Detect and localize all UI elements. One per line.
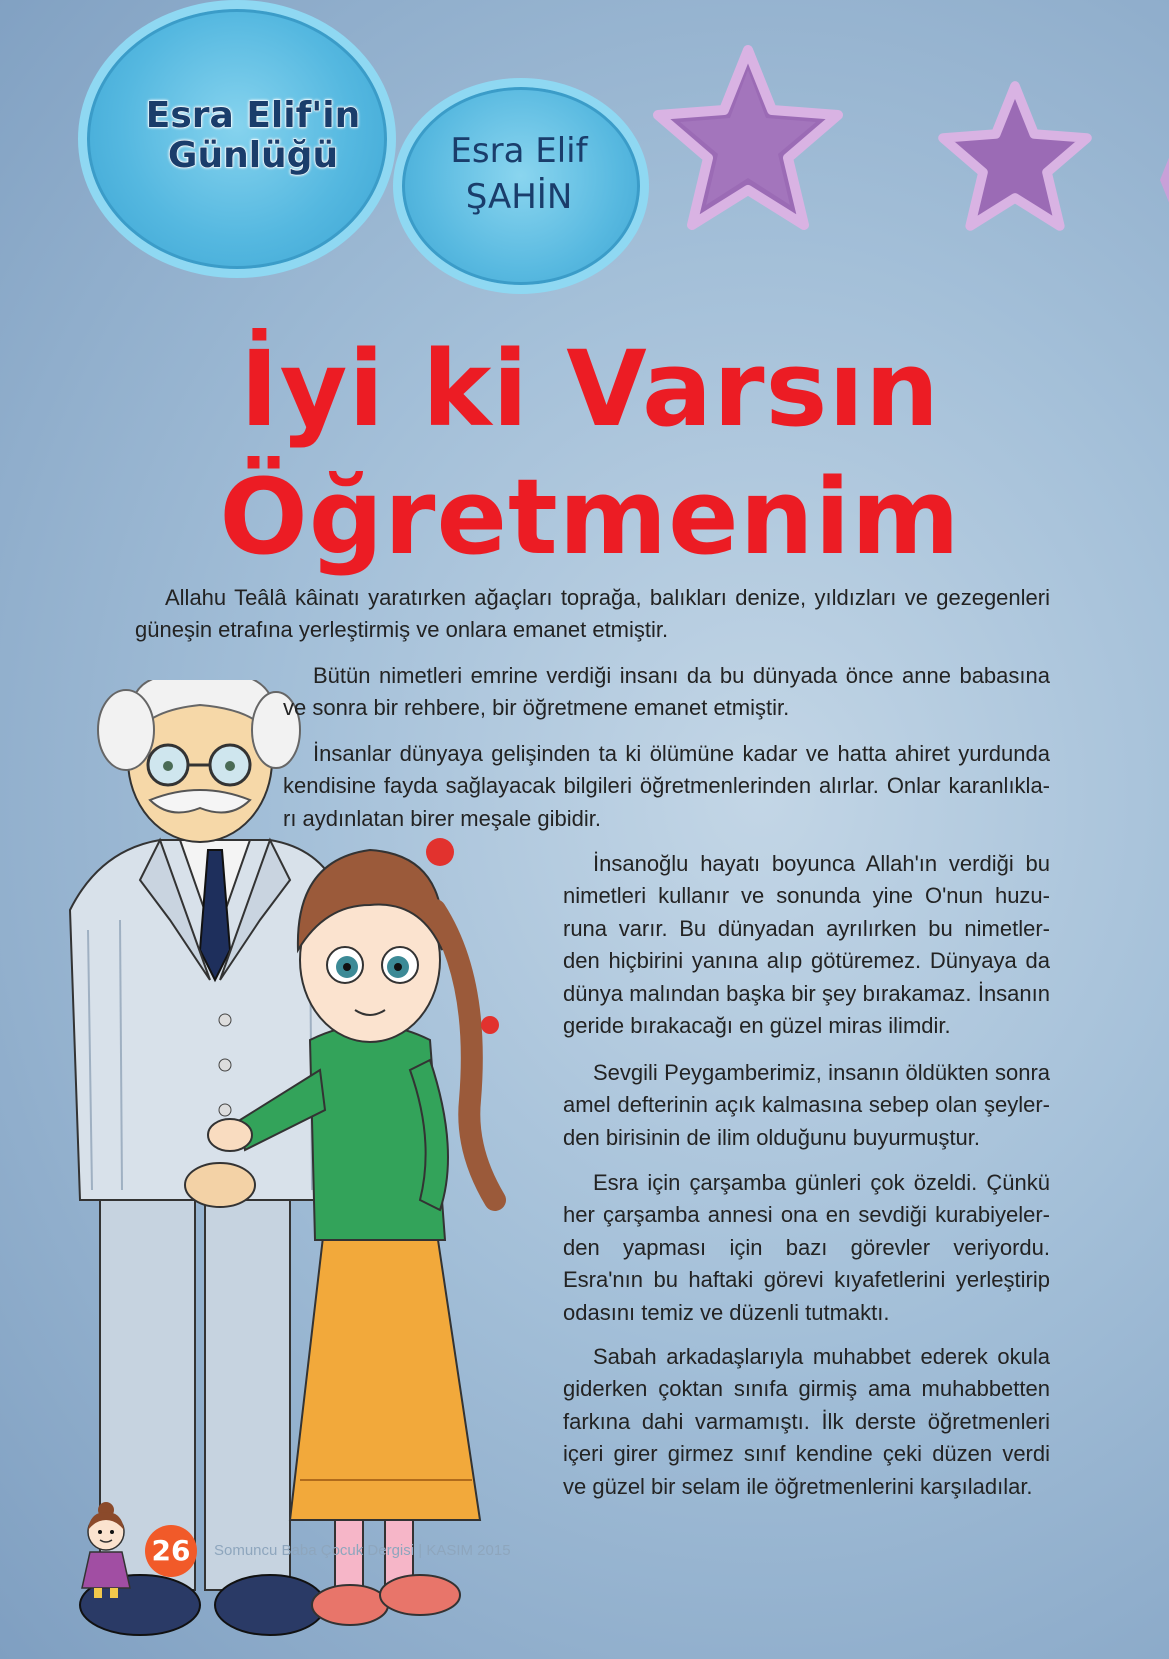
series-title-line1: Esra Elif'in xyxy=(145,95,361,136)
article-paragraph: Bütün nimetleri emrine verdiği insanı da bu dünyada önce anne babasına ve sonra bir rehbere, bir öğretmene emanet etmiştir. xyxy=(283,663,1050,721)
author-first-name: Esra Elif xyxy=(450,131,588,171)
title-line2: Öğretmenim xyxy=(219,456,961,578)
girl-mascot-icon xyxy=(76,1500,136,1600)
footer-magazine-text: Somuncu Baba Çocuk Dergisi | KASIM 2015 xyxy=(214,1542,511,1559)
article-paragraph: Esra için çarşamba günleri çok özeldi. Çünkü her çarşamba annesi ona en sevdiği kurabiyeler-den yapması için bazı görevler veriyordu. Esra'nın bu haftaki görevi kıyafetlerini yerleştirip odasını temiz ve düzenli tutmaktı. xyxy=(563,1170,1050,1325)
title-line1: İyi ki Varsın xyxy=(239,328,941,450)
article-paragraph: İnsanlar dünyaya gelişinden ta ki ölümüne kadar ve hatta ahiret yurdunda kendisine fayda sağlayacak bilgileri öğretmenlerinden alırlar. Onlar karanlıkla-rı aydınlatan birer meşale gibidir. xyxy=(283,741,1050,831)
article-paragraph: Allahu Teâlâ kâinatı yaratırken ağaçları toprağa, balıkları denize, yıldızları ve gezegenleri güneşin etrafına yerleştirmiş ve onlara emanet etmiştir. xyxy=(135,585,1050,643)
author-last-name: ŞAHİN xyxy=(465,177,573,217)
article-paragraph: İnsanoğlu hayatı boyunca Allah'ın verdiği bu nimetleri kullanır ve sonunda yine O'nun huzu-runa varır. Bu dünyadan ayrılırken bu nimetler-den hiçbirini yanına alıp götüremez. Dünyaya da dünya malından başka bir şey bırakamaz. İnsanın geride bırakacağı en güzel miras ilimdir. xyxy=(563,851,1050,1039)
series-title-line2: Günlüğü xyxy=(167,135,339,176)
page-number: 26 xyxy=(145,1525,197,1577)
article-paragraph: Sabah arkadaşlarıyla muhabbet ederek okula giderken çoktan sınıfa girmiş ama muhabbetten farkına dahi varmamıştı. İlk derste öğretmenleri içeri girer girmez sınıf kendine çeki düzen verdi ve güzel bir selam ile öğretmenlerini karşıladılar. xyxy=(563,1344,1050,1499)
article-paragraph: Sevgili Peygamberimiz, insanın öldükten sonra amel defterinin açık kalmasına sebep olan şeyler-den birisinin de ilim olduğunu buyurmuştur. xyxy=(563,1060,1050,1150)
